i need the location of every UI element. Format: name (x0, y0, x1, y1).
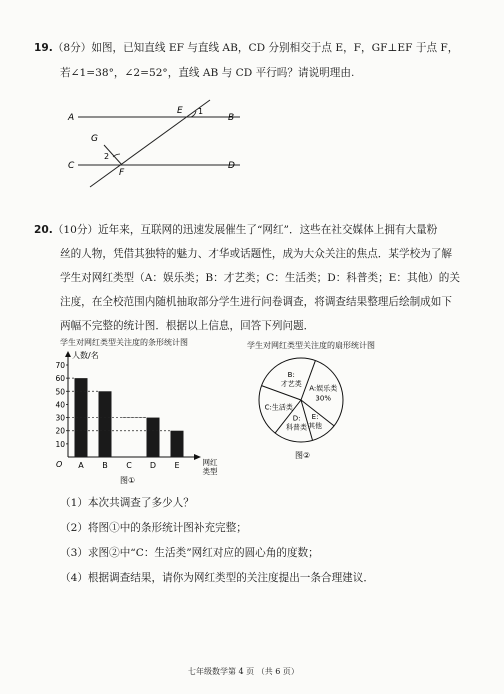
y-tick-label: 20 (55, 426, 65, 436)
q20-para-3: 注度，在全校范围内随机抽取部分学生进行问卷调查，将调查结果整理后绘制成如下 (60, 296, 452, 308)
bar-chart-title: 学生对网红类型关注度的条形统计图 (60, 338, 188, 347)
x-axis-label-1: 网红 (202, 458, 218, 467)
y-tick-label: 10 (55, 439, 65, 449)
label-angle1: 1 (198, 107, 204, 116)
bar-b (99, 391, 112, 457)
x-tick-label: A (78, 461, 84, 470)
x-tick-label: E (174, 461, 180, 470)
q19-score: （8分） (52, 42, 92, 54)
pie-value-a: 30% (315, 394, 331, 403)
y-tick-label: 30 (55, 413, 65, 423)
y-tick-label: 60 (55, 374, 65, 384)
q20-number: 20. (34, 224, 53, 236)
figure-caption-1: 图① (120, 476, 136, 485)
q20-sub-4: （4）根据调查结果，请你为网红类型的关注度提出一条合理建议． (60, 572, 374, 584)
pie-label-e-2: 其他 (308, 421, 323, 430)
label-angle2: 2 (104, 152, 110, 161)
q20-para-4: 两幅不完整的统计图．根据以上信息，回答下列问题． (60, 320, 315, 332)
line-ef (90, 100, 210, 187)
pie-label-e: E: (311, 412, 319, 421)
y-tick-label: 40 (55, 400, 65, 410)
q20-score: （10分） (52, 224, 99, 236)
label-b: B (228, 113, 235, 123)
figure-caption-2: 图② (295, 451, 311, 460)
pie-label-d-2: 科普类 (286, 423, 308, 432)
pie-label-a: A:娱乐类 (309, 384, 338, 393)
q20-para-1: 丝的人物，凭借其独特的魅力、才华或话题性，成为大众关注的焦点．某学校为了解 (60, 248, 452, 260)
q19-line2: 若∠1=38°，∠2=52°，直线 AB 与 CD 平行吗？请说明理由. (60, 67, 355, 79)
y-tick-label: 50 (55, 387, 65, 397)
page-footer: 七年级数学第 4 页 （共 6 页） (188, 667, 299, 676)
x-tick-label: C (126, 461, 132, 470)
pie-label-c: C:生活类 (264, 403, 293, 412)
q19-header (34, 41, 458, 55)
q20-para-0: 近年来，互联网的迅速发展催生了“网红”．这些在社交媒体上拥有大量粉 (98, 224, 438, 236)
q19-line1: 如图，已知直线 EF 与直线 AB，CD 分别相交于点 E，F，GF⊥EF 于点 F， (91, 42, 459, 54)
label-a: A (68, 113, 75, 123)
label-f: F (119, 168, 125, 178)
pie-chart-title: 学生对网红类型关注度的扇形统计图 (247, 341, 375, 350)
x-axis-label-2: 类型 (202, 467, 218, 476)
y-axis-label: 人数/名 (72, 351, 99, 360)
bar-e (171, 431, 184, 457)
pie-label-b: B: (287, 371, 295, 380)
bar-chart (40, 345, 220, 485)
pie-divider (301, 361, 315, 400)
label-c: C (68, 161, 75, 171)
pie-chart (245, 348, 375, 488)
x-tick-label: B (102, 461, 108, 470)
y-axis-arrow (65, 351, 71, 357)
q19-number: 19. (34, 42, 53, 54)
q20-header (34, 223, 437, 237)
label-g: G (91, 134, 98, 144)
label-e: E (177, 106, 183, 116)
q19-figure (60, 95, 260, 195)
x-axis-arrow (194, 454, 201, 460)
origin-label: O (56, 460, 63, 469)
q20-sub-2: （2）将图①中的条形统计图补充完整； (60, 522, 247, 534)
bar-d (147, 418, 160, 457)
pie-label-b-2: 才艺类 (280, 380, 302, 389)
q20-para-2: 学生对网红类型（A：娱乐类；B：才艺类；C：生活类；D：科普类；E：其他）的关 (60, 272, 460, 284)
y-tick-label: 70 (55, 361, 65, 370)
x-tick-label: D (149, 461, 157, 470)
label-d: D (228, 161, 235, 171)
pie-label-d: D: (292, 414, 301, 423)
q20-sub-1: （1）本次共调查了多少人？ (60, 497, 194, 509)
q20-sub-3: （3）求图②中“C：生活类”网红对应的圆心角的度数； (60, 547, 319, 559)
